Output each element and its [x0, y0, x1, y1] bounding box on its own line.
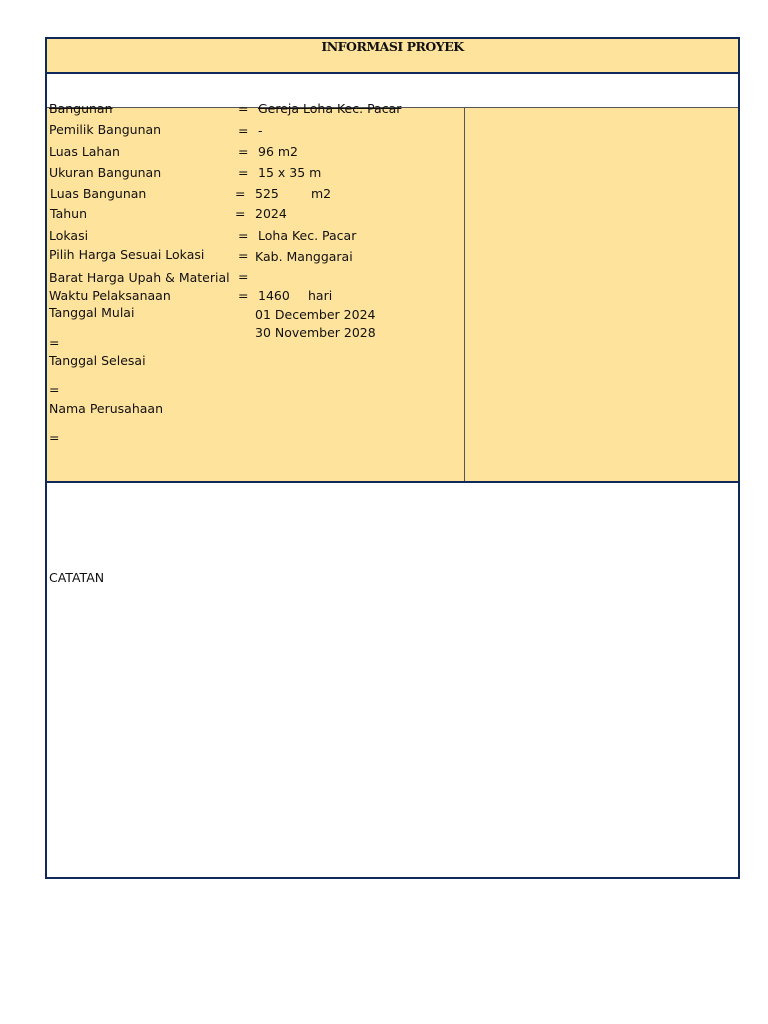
title-bar [47, 39, 738, 74]
sep-lokasi: = [238, 228, 249, 243]
label-ukuran-bangunan: Ukuran Bangunan [49, 165, 162, 180]
unit-waktu-pelaksanaan: hari [308, 288, 333, 303]
sep-barat-harga: = [238, 269, 249, 284]
sep-ukuran-bangunan: = [238, 165, 249, 180]
label-luas-lahan: Luas Lahan [49, 144, 120, 159]
value-tanggal-selesai: 30 November 2028 [255, 325, 376, 340]
value-tahun: 2024 [255, 206, 287, 221]
section-divider [47, 481, 738, 483]
label-waktu-pelaksanaan: Waktu Pelaksanaan [49, 288, 171, 303]
label-pemilik-bangunan: Pemilik Bangunan [49, 122, 162, 137]
value-lokasi: Loha Kec. Pacar [258, 228, 357, 243]
value-ukuran-bangunan: 15 x 35 m [258, 165, 322, 180]
sep-tahun: = [235, 206, 246, 221]
value-tanggal-mulai: 01 December 2024 [255, 307, 376, 322]
label-luas-bangunan: Luas Bangunan [50, 186, 147, 201]
column-divider [464, 108, 465, 482]
unit-luas-bangunan: m2 [311, 186, 332, 201]
value-pilih-harga: Kab. Manggarai [255, 249, 353, 264]
label-lokasi: Lokasi [49, 228, 89, 243]
project-info-sheet [45, 37, 740, 879]
label-nama-perusahaan: Nama Perusahaan [49, 401, 164, 416]
value-bangunan: Gereja Loha Kec. Pacar [258, 101, 402, 116]
sep-bangunan: = [238, 101, 249, 116]
sep-tanggal-selesai: = [49, 382, 60, 397]
sep-tanggal-mulai: = [49, 335, 60, 350]
sep-waktu-pelaksanaan: = [238, 288, 249, 303]
sheet-title: INFORMASI PROYEK [321, 39, 464, 54]
label-pilih-harga: Pilih Harga Sesuai Lokasi [49, 247, 205, 262]
label-bangunan: Bangunan [49, 101, 113, 116]
label-barat-harga: Barat Harga Upah & Material [49, 270, 230, 285]
sep-pemilik-bangunan: = [238, 123, 249, 138]
label-tahun: Tahun [50, 206, 87, 221]
value-luas-bangunan: 525 [255, 186, 279, 201]
value-waktu-pelaksanaan: 1460 [258, 288, 290, 303]
value-pemilik-bangunan: - [258, 123, 263, 138]
info-section [47, 101, 738, 482]
label-tanggal-mulai: Tanggal Mulai [49, 305, 135, 320]
sep-luas-lahan: = [238, 144, 249, 159]
value-luas-lahan: 96 m2 [258, 144, 299, 159]
label-tanggal-selesai: Tanggal Selesai [49, 353, 146, 368]
sep-pilih-harga: = [238, 248, 249, 263]
sep-nama-perusahaan: = [49, 430, 60, 445]
sep-luas-bangunan: = [235, 186, 246, 201]
notes-label: CATATAN [49, 570, 105, 585]
